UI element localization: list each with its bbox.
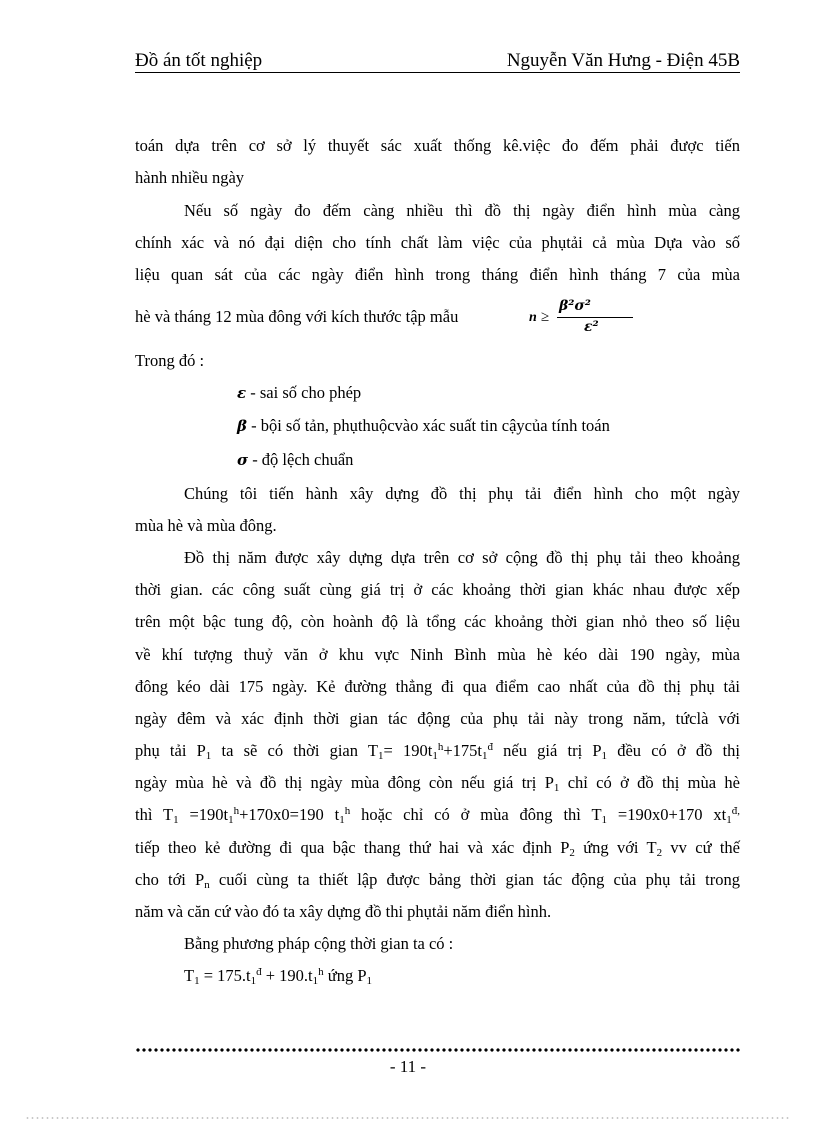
- subscript: 2: [569, 847, 575, 859]
- text-run: =190x0+170 xt: [607, 805, 727, 824]
- subscript: 1: [432, 750, 438, 762]
- subscript: n: [204, 879, 210, 891]
- definition-text: - sai số cho phép: [246, 383, 362, 402]
- fraction-bar: [557, 317, 633, 318]
- text-line: Bằng phương pháp cộng thời gian ta có :: [184, 934, 454, 953]
- text-line: năm và căn cứ vào đó ta xây dựng đồ thi phụtải năm điển hình.: [135, 902, 552, 921]
- formula-ge: ≥: [541, 309, 550, 325]
- subscript: 1: [228, 814, 234, 826]
- text-line: chính xác và nó đại diện cho tính chất làm việc của phụtải cả mùa Dựa vào số: [135, 233, 740, 252]
- text-line: ngày đêm và xác định thời gian tác động của phụ tải này trong năm, tứclà với: [135, 709, 740, 728]
- text-line: liệu quan sát của các ngày điển hình trong tháng điển hình tháng 7 của mùa: [135, 265, 740, 284]
- definition-sigma: [237, 450, 737, 470]
- subscript: 1: [173, 814, 179, 826]
- text-run: ta sẽ có thời gian T: [211, 741, 378, 760]
- text-line: [135, 773, 740, 793]
- text-run: ứng P: [323, 966, 367, 985]
- text-run: +175t: [443, 741, 482, 760]
- subscript: 1: [601, 750, 608, 762]
- text-run: T: [184, 966, 195, 985]
- text-run: ngày mùa hè và đồ thị ngày mùa đông còn nếu giá trị P: [135, 773, 554, 792]
- text-line: [135, 870, 740, 890]
- text-line: mùa hè và mùa đông.: [135, 516, 277, 535]
- beta-symbol: β: [237, 417, 247, 435]
- text-run: nếu giá trị P: [492, 741, 602, 760]
- text-run: cuối cùng ta thiết lập được bảng thời gian tác động của phụ tải trong: [209, 870, 740, 889]
- text-line: toán dựa trên cơ sở lý thuyết sác xuất thống kê.việc đo đếm phải được tiến: [135, 136, 740, 155]
- text-line: Chúng tôi tiến hành xây dựng đồ thị phụ tải điển hình cho một ngày: [184, 484, 740, 503]
- subscript: 2: [656, 847, 663, 859]
- formula-denominator: ε²: [584, 319, 599, 335]
- superscript: đ,: [731, 805, 741, 817]
- text-run: =190t: [178, 805, 229, 824]
- text-line: thời gian. các công suất cùng giá trị ở các khoảng thời gian khác nhau được xếp: [135, 580, 740, 599]
- subscript: 1: [312, 975, 319, 987]
- header-right: Nguyễn Văn Hưng - Điện 45B: [506, 50, 740, 71]
- text-run: cho tới P: [135, 870, 205, 889]
- subscript: 1: [553, 782, 560, 794]
- subscript: 1: [205, 750, 212, 762]
- superscript: h: [318, 966, 324, 978]
- formula-numerator: β²σ²: [559, 298, 591, 314]
- sigma-symbol: σ: [237, 451, 249, 469]
- text-run: + 190.t: [261, 966, 313, 985]
- subscript: 1: [366, 975, 372, 987]
- superscript: h: [233, 805, 240, 817]
- sample-size-formula: [529, 298, 609, 344]
- text-line: hành nhiều ngày: [135, 168, 245, 187]
- page-number: - 11 -: [389, 1057, 427, 1076]
- subscript: 1: [601, 814, 608, 826]
- text-run: tiếp theo kẻ đường đi qua bậc thang thứ hai và xác định P: [135, 838, 570, 857]
- epsilon-symbol: ε: [237, 384, 247, 402]
- text-run: đều có ở đồ thị: [607, 741, 741, 760]
- subscript: 1: [250, 975, 257, 987]
- subscript: 1: [339, 814, 345, 826]
- text-run: +170x0=190 t: [239, 805, 340, 824]
- subscript: 1: [194, 975, 200, 987]
- text-run: = 190t: [383, 741, 433, 760]
- text-line: hè và tháng 12 mùa đông với kích thước tập mẫu: [135, 307, 459, 326]
- text-run: thì T: [135, 805, 174, 824]
- text-line: [135, 838, 740, 858]
- text-run: phụ tải P: [135, 741, 206, 760]
- text-run: = 175.t: [199, 966, 251, 985]
- text-run: chỉ có ở đồ thị mùa hè: [559, 773, 740, 792]
- formula-n: n: [529, 310, 537, 325]
- header-left: Đồ án tốt nghiệp: [135, 50, 263, 71]
- header-divider: [135, 72, 740, 73]
- text-line: trên một bậc tung độ, còn hoành độ là tổng các khoảng thời gian nhỏ theo số liệu: [135, 612, 740, 631]
- text-run: vv cứ thế: [662, 838, 740, 857]
- subscript: 1: [726, 814, 732, 826]
- text-line: đông kéo dài 175 ngày. Kẻ đường thẳng đi qua điểm cao nhất của đồ thị phụ tải: [135, 677, 740, 696]
- superscript: đ: [487, 741, 493, 753]
- definition-text: - bội số tản, phụthuộcvào xác suất tin cậycủa tính toán: [246, 416, 610, 435]
- text-line: [135, 805, 740, 825]
- superscript: h: [344, 805, 351, 817]
- definition-beta: [237, 416, 737, 436]
- text-line: Đồ thị năm được xây dựng dựa trên cơ sở cộng đồ thị phụ tải theo khoảng: [184, 548, 740, 567]
- subscript: 1: [377, 750, 384, 762]
- superscript: đ: [256, 966, 262, 978]
- text-line: [135, 741, 740, 761]
- text-line: về khí tượng thuỷ văn ở khu vực Ninh Bình mùa hè kéo dài 190 ngày, mùa: [135, 645, 740, 664]
- page-edge-dotted-line: [25, 1117, 791, 1119]
- definition-epsilon: [237, 383, 737, 403]
- definition-text: - độ lệch chuẩn: [248, 450, 354, 469]
- footer-dotted-divider: [135, 1048, 740, 1052]
- formula-line: [184, 966, 740, 986]
- text-line: Trong đó :: [135, 351, 205, 370]
- text-line: Nếu số ngày đo đếm càng nhiều thì đồ thị ngày điển hình mùa càng: [184, 201, 740, 220]
- text-run: hoặc chỉ có ở mùa đông thì T: [350, 805, 602, 824]
- superscript: h: [437, 741, 444, 753]
- subscript: 1: [481, 750, 488, 762]
- text-run: ứng với T: [574, 838, 657, 857]
